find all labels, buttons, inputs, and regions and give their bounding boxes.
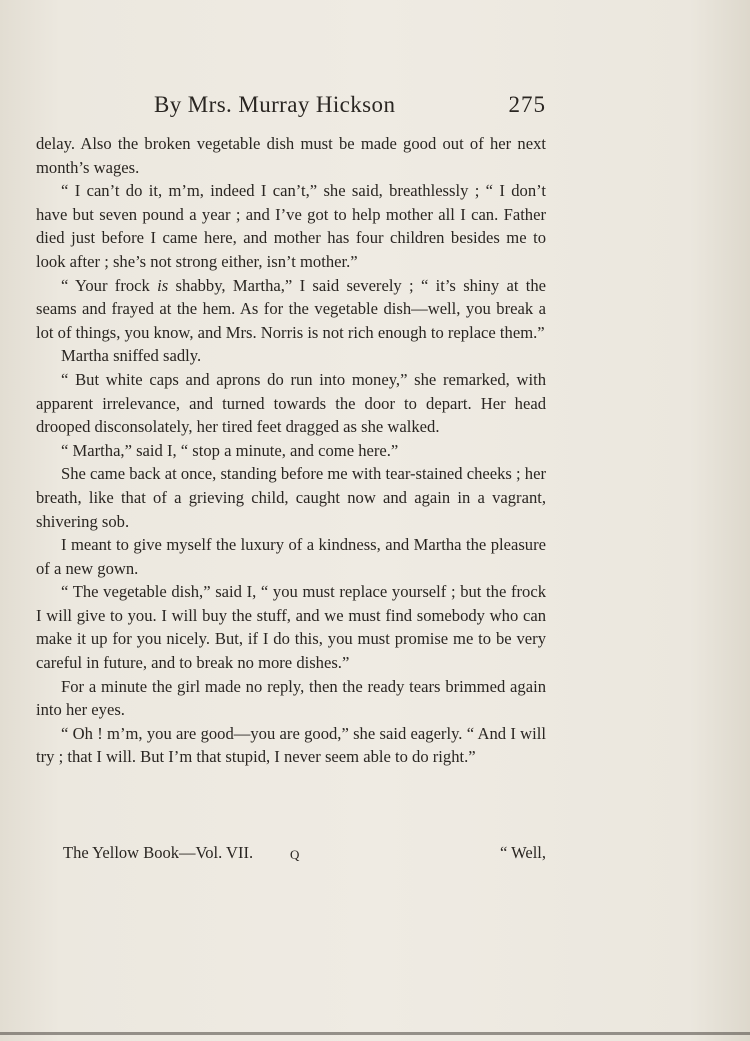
paragraph: delay. Also the broken vegetable dish must be made good out of her next month’s wages. — [36, 134, 546, 177]
body-text — [36, 132, 546, 769]
paragraph-text: “ Your frock — [61, 275, 158, 295]
catchword: “ Well, — [499, 843, 546, 862]
page-header — [36, 92, 546, 128]
running-title: By Mrs. Murray Hickson — [154, 92, 396, 117]
signature-mark: Q — [290, 847, 300, 862]
page-number: 275 — [508, 92, 546, 117]
paragraph: “ I can’t do it, m’m, indeed I can’t,” she said, breathlessly ; “ I don’t have but seven pound a year ; and I’ve got to help mother all I can. Father died just before I came here, and mother has four children besides me to look after ; she’s not strong either, isn’t mother.” — [36, 181, 546, 271]
emphasis-text: is — [157, 275, 169, 295]
scan-edge-line — [0, 1032, 750, 1035]
page-footer — [63, 843, 546, 873]
paragraph: “ Oh ! m’m, you are good—you are good,” she said eagerly. “ And I will try ; that I will. But I’m that stupid, I never seem able to do right.” — [36, 723, 546, 767]
book-volume-line: The Yellow Book—Vol. VII. — [63, 843, 254, 862]
paragraph-text: shabby, Martha,” I said severely ; “ it’s shiny at the seams and frayed at the hem. As for the vegetable dish—well, you break a lot of things, you know, and Mrs. Norris is not rich enough to replace them.” — [36, 275, 546, 342]
paragraph: I meant to give myself the luxury of a kindness, and Martha the pleasure of a new gown. — [36, 535, 546, 578]
paragraph: “ The vegetable dish,” said I, “ you must replace yourself ; but the frock I will give to you. I will buy the stuff, and we must find somebody who can make it up for you nicely. But, if I do this, you must promise me to be very careful in future, and to break no more dishes.” — [36, 582, 546, 673]
paragraph: For a minute the girl made no reply, then the ready tears brimmed again into her eyes. — [36, 676, 546, 720]
paragraph: “ Martha,” said I, “ stop a minute, and come here.” — [61, 440, 399, 460]
paragraph: “ But white caps and aprons do run into money,” she remarked, with apparent irrelevance, and turned towards the door to depart. Her head drooped disconsolately, her tired feet dragged as she walked. — [36, 369, 546, 437]
paragraph — [36, 274, 546, 345]
paragraph: She came back at once, standing before me with tear-stained cheeks ; her breath, like that of a grieving child, caught now and again in a vagrant, shivering sob. — [36, 464, 546, 531]
paragraph: Martha sniffed sadly. — [61, 346, 202, 366]
